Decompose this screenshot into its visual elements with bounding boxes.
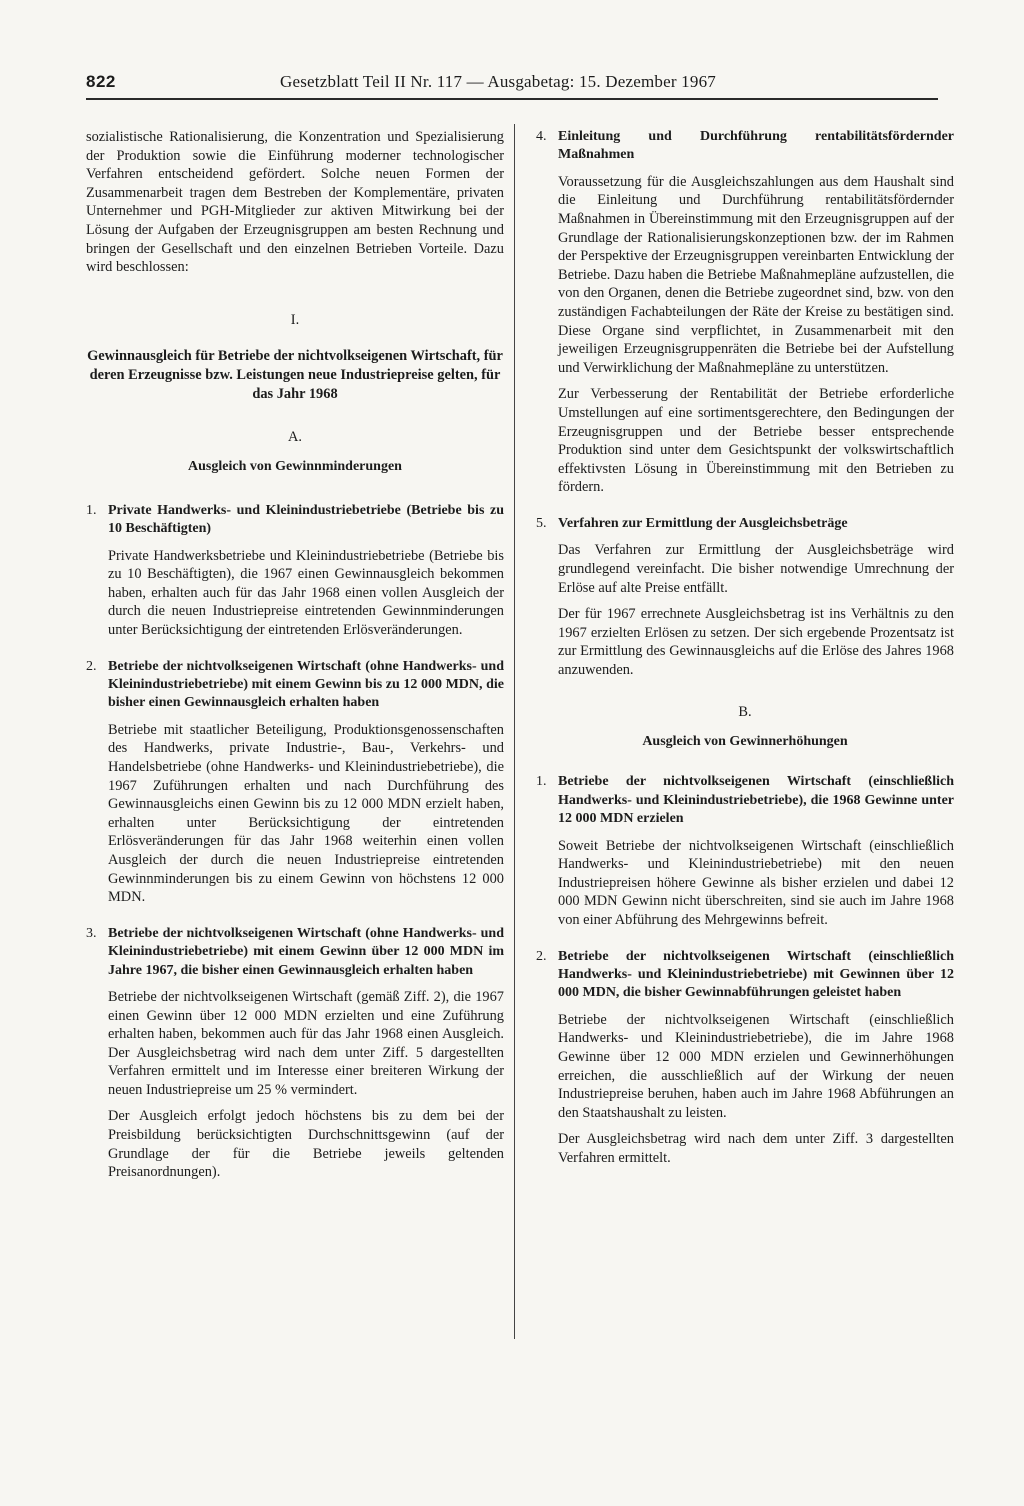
- page-header: [86, 64, 938, 100]
- item-5-heading: [536, 515, 954, 533]
- item-3-number: 3.: [86, 925, 97, 941]
- b-item-1-number: 1.: [536, 774, 547, 790]
- item-4-heading: [536, 128, 954, 165]
- item-1-number: 1.: [86, 502, 97, 518]
- item-5-text-2: Der für 1967 errechnete Ausgleichsbetrag ist ins Verhältnis zu den 1967 erzielten Erlösen zu setzen. Der sich ergebende Prozentsatz ist zur Ermittlung des Gewinnausgleichs auf die Erlöse des Jahres 1968 anzuwenden.: [558, 606, 954, 678]
- subsection-letter: A.: [288, 428, 302, 445]
- item-5-number: 5.: [536, 515, 547, 531]
- b-item-2-number: 2.: [536, 948, 547, 964]
- b-item-1-title: Betriebe der nichtvolkseigenen Wirtschaft (einschließlich Handwerks- und Kleinindustriebetriebe), die 1968 Gewinne unter 12 000 MDN erzielen: [558, 774, 954, 827]
- item-4-number: 4.: [536, 129, 547, 144]
- header-title: Gesetzblatt Teil II Nr. 117 — Ausgabetag: 15. Dezember 1967: [280, 72, 716, 91]
- b-item-2-heading: [536, 948, 954, 1003]
- item-5-text-1: Das Verfahren zur Ermittlung der Ausgleichsbeträge wird grundlegend vereinfacht. Die bisher notwendige Umrechnung der Erlöse auf alte Preise entfällt.: [558, 542, 954, 596]
- column-divider: [514, 124, 515, 1339]
- item-3-text-1: Betriebe der nichtvolkseigenen Wirtschaft (gemäß Ziff. 2), die 1967 einen Gewinn über 12 000 MDN erzielten und eine Zuführung erhalten haben, bekommen auch für das Jahr 1968 einen Ausgleich. Der Ausgleichsbetrag wird nach dem unter Ziff. 5 dargestellten Verfahren ermittelt und im Interesse einer breiteren Wirkung der neuen Industriepreise um 25 % vermindert.: [108, 988, 504, 1098]
- item-2-heading: [86, 658, 504, 713]
- item-2-text: Betriebe mit staatlicher Beteiligung, Produktionsgenossenschaften des Handwerks, private Industrie-, Bau-, Verkehrs- und Handelsbetriebe (ohne Handwerks- und Kleinindustriebetriebe), die 1967 Zuführungen erhalten und nach Durchführung des Gewinnausgleichs einen Gewinn bis zu 12 000 MDN erzielt haben, erhalten unter Berücksichtigung der eintretenden Erlösveränderungen für das Jahr 1968 weiterhin einen vollen Ausgleich der durch die neuen Industriepreise eintretenden Gewinnminderungen bis zu einem Gewinn von höchstens 12 000 MDN.: [108, 721, 504, 906]
- subsection-title: Ausgleich von Gewinnminderungen: [188, 458, 402, 474]
- page-number: 822: [86, 72, 116, 91]
- section-title: Gewinnausgleich für Betriebe der nichtvolkseigenen Wirtschaft, für deren Erzeugnisse bzw. Leistungen neue Industriepreise gelten, für das Jahr 1968: [87, 347, 503, 402]
- b-item-2-text-1: Betriebe der nichtvolkseigenen Wirtschaft (einschließlich Handwerks- und Kleinindustriebetriebe), die im Jahre 1968 Gewinne über 12 000 MDN erzielen und Gewinnerhöhungen erreichen, die ausschließlich auf der Wirkung der neuen Industriepreise beruhen, haben auch im Jahre 1968 Abführungen an den Staatshaushalt zu leisten.: [558, 1011, 954, 1121]
- item-1-title: Private Handwerks- und Kleinindustriebetriebe (Betriebe bis zu 10 Beschäftigten): [108, 502, 504, 537]
- item-4-text-1: Voraussetzung für die Ausgleichszahlungen aus dem Haushalt sind die Einleitung und Durchführung rentabilitätsfördernder Maßnahmen in Übereinstimmung mit den Erzeugnisgruppen auf der Grundlage der Rationalisierungskonzeptionen bzw. der im Rahmen der Perspektive der Erzeugnisgruppen vereinbarten Entwicklung der Betriebe. Dazu haben die Betriebe Maßnahmepläne aufzustellen, die von den Organen, denen die Betriebe zugeordnet sind, bzw. von den zuständigen Fachabteilungen der Räte der Kreise zu bestätigen sind. Diese Organe sind verpflichtet, in Zusammenarbeit mit den jeweiligen Erzeugnisgruppenräten die Betriebe bei der Aufstellung und Verwirklichung der Maßnahmepläne zu unterstützen.: [558, 173, 954, 376]
- item-2-title: Betriebe der nichtvolkseigenen Wirtschaft (ohne Handwerks- und Kleinindustriebetriebe) mit einem Gewinn bis zu 12 000 MDN, die bisher einen Gewinnausgleich erhalten haben: [108, 658, 504, 711]
- subsection-b-letter: B.: [738, 704, 752, 721]
- b-item-1-heading: [536, 773, 954, 828]
- left-column: [86, 128, 504, 1182]
- b-item-1-text: Soweit Betriebe der nichtvolkseigenen Wirtschaft (einschließlich Handwerks- und Kleinindustriebetriebe) mit den neuen Industriepreisen höhere Gewinne als bisher erzielen und dabei 12 000 MDN Gewinn nicht überschreiten, sind sie auch im Jahre 1968 von einer Abführung des Mehrgewinns befreit.: [558, 837, 954, 929]
- right-column: [536, 128, 954, 1168]
- section-number: I.: [290, 311, 300, 328]
- item-3-text-2: Der Ausgleich erfolgt jedoch höchstens bis zu dem bei der Preisbildung berücksichtigten Durchschnittsgewinn (auf der Grundlage der für die Betriebe jeweils geltenden Preisanordnungen).: [108, 1108, 504, 1181]
- item-3-title: Betriebe der nichtvolkseigenen Wirtschaft (ohne Handwerks- und Kleinindustriebetriebe) mit einem Gewinn über 12 000 MDN im Jahre 1967, die bisher einen Gewinnausgleich erhalten haben: [108, 925, 504, 978]
- item-5-title: Verfahren zur Ermittlung der Ausgleichsbeträge: [558, 515, 848, 531]
- item-1-heading: [86, 502, 504, 539]
- intro-paragraph: sozialistische Rationalisierung, die Konzentration und Spezialisierung der Produktion sowie die Einführung moderner technologischer Verfahren entscheidend gefördert. Solche neuen Formen der Zusammenarbeit tragen dem Bestreben der Komplementäre, privaten Unternehmer und PGH-Mitglieder zur aktiven Mitwirkung bei der Lösung der Aufgaben der Erzeugnisgruppen am besten Rechnung und bringen der Gesellschaft und den einzelnen Betrieben Vorteile. Dazu wird beschlossen:: [86, 129, 504, 276]
- item-3-heading: [86, 925, 504, 980]
- b-item-2-title: Betriebe der nichtvolkseigenen Wirtschaft (einschließlich Handwerks- und Kleinindustriebetriebe) mit Gewinnen über 12 000 MDN, die bisher Gewinnabführungen geleistet haben: [558, 948, 954, 1001]
- item-1-text: Private Handwerksbetriebe und Kleinindustriebetriebe (Betriebe bis zu 10 Beschäftigten), die 1967 einen Gewinnausgleich bekommen haben, erhalten auch für das Jahr 1968 einen vollen Ausgleich der durch die neuen Industriepreise eintretenden Gewinnminderungen unter Berücksichtigung der eintretenden Erlösveränderungen.: [108, 547, 504, 638]
- item-2-number: 2.: [86, 658, 97, 674]
- item-4-title: Einleitung und Durchführung rentabilitätsfördernder Maßnahmen: [558, 129, 954, 163]
- item-4-text-2: Zur Verbesserung der Rentabilität der Betriebe erforderliche Umstellungen auf eine sortimentsgerechtere, den Bedingungen der Erzeugnisgruppen und der Betriebe besser entsprechende Produktion sind unter dem Gesichtspunkt der volkswirtschaftlich effektivsten Lösung in Übereinstimmung mit den Betrieben zu fördern.: [558, 386, 954, 496]
- subsection-b-title: Ausgleich von Gewinnerhöhungen: [642, 734, 848, 750]
- b-item-2-text-2: Der Ausgleichsbetrag wird nach dem unter Ziff. 3 dargestellten Verfahren ermittelt.: [558, 1131, 954, 1167]
